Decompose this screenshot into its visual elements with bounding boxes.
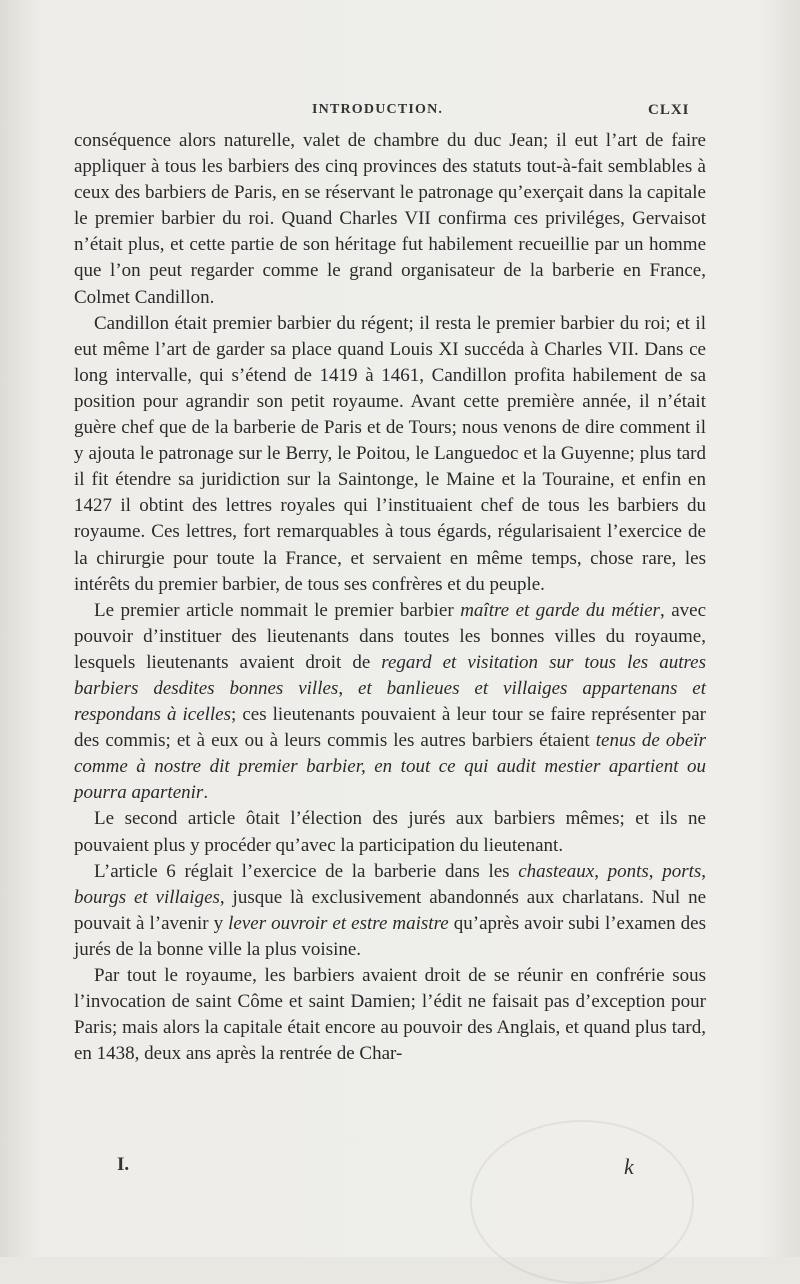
text-run: Le premier article nommait le premier barbier	[94, 599, 461, 621]
text-run: L’article 6 réglait l’exercice de la barberie dans les	[94, 860, 519, 882]
library-stamp	[470, 1120, 694, 1284]
text-run: qu’après avoir subi l’examen des jurés de la bonne ville la plus voisine.	[74, 912, 706, 960]
paragraph-4	[74, 806, 706, 858]
text-run: .	[203, 782, 209, 804]
page-footer	[0, 1154, 800, 1184]
text-run: conséquence alors naturelle, valet de chambre du duc Jean; il eut l’art de faire appliquer à tous les barbiers des cinq provinces des statuts tout-à-fait semblables à ceux des barbiers de Paris, en se réservant le patronage qu’exerçait dans la capitale le premier barbier du roi. Quand Charles VII confirma ces priviléges, Gervaisot n’était plus, et cette partie de son héritage fut habilement recueillie par un homme que l’on peut regarder comme le grand organisateur de la barberie en France, Colmet Candillon.	[74, 130, 706, 308]
sheet-mark: k	[624, 1154, 634, 1179]
page-header	[0, 100, 800, 128]
body-text	[74, 128, 706, 1067]
text-run: ,	[648, 860, 663, 882]
paragraph-1	[74, 128, 706, 311]
running-title: INTRODUCTION.	[312, 102, 444, 117]
page-number: CLXI	[648, 102, 690, 118]
signature-mark: I.	[117, 1154, 130, 1175]
text-run: Le second article ôtait l’élection des jurés aux barbiers mêmes; et ils ne pouvaient plus y procéder qu’avec la participation du lieutenant.	[74, 808, 706, 856]
text-run: , jusque là exclusivement abandonnés aux charlatans. Nul ne pouvait à l’avenir y	[74, 886, 707, 934]
paragraph-2	[74, 311, 706, 598]
italic-run: bourgs et villaiges	[74, 886, 220, 908]
text-run: ,	[701, 860, 707, 882]
italic-run: regard et visitation sur tous les autres barbiers desdites bonnes villes	[74, 651, 706, 699]
paragraph-3	[74, 598, 706, 807]
italic-run: et banlieues et villaiges appartenans et respondans à icelles	[74, 677, 706, 726]
text-run: Par tout le royaume, les barbiers avaient droit de se réunir en confrérie sous l’invocation de saint Côme et saint Damien; l’édit ne faisait pas d’exception pour Paris; mais alors la capitale était encore au pouvoir des Anglais, et quand plus tard, en 1438, deux ans après la rentrée de Char-	[74, 965, 706, 1065]
paragraph-6	[74, 963, 706, 1067]
text-run: ,	[594, 860, 608, 882]
italic-run: ponts	[607, 860, 649, 882]
text-run: ,	[338, 677, 359, 699]
paragraph-5	[74, 859, 706, 963]
italic-run: ports	[662, 860, 702, 882]
italic-run: lever ouvroir et estre maistre	[228, 912, 449, 934]
italic-run: tenus de obeïr comme à nostre dit premier barbier, en tout ce qui audit mestier apartient ou pourra apartenir	[74, 730, 706, 804]
text-run: , avec pouvoir d’instituer des lieutenants dans toutes les bonnes villes du royaume, lesquels lieutenants avaient droit de	[74, 599, 706, 673]
text-run: ; ces lieutenants pouvaient à leur tour se faire représenter par des commis; et à eux ou à leurs commis les autres barbiers étaient	[74, 704, 706, 752]
italic-run: chasteaux	[518, 860, 595, 882]
text-run: Candillon était premier barbier du régent; il resta le premier barbier du roi; et il eut même l’art de garder sa place quand Louis XI succéda à Charles VII. Dans ce long intervalle, qui s’étend de 1419 à 1461, Candillon profita habilement de sa position pour agrandir son petit royaume. Avant cette première année, il n’était guère chef que de la barberie de Paris et de Tours; nous venons de dire comment il y ajouta le patronage sur le Berry, le Poitou, le Languedoc et la Guyenne; plus tard il fit étendre sa juridiction sur la Saintonge, le Maine et la Touraine, et enfin en 1427 il obtint des lettres royales qui l’instituaient chef de tous les barbiers du royaume. Ces lettres, fort remarquables à tous égards, régularisaient l’exercice de la chirurgie pour toute la France, et servaient en même temps, chose rare, les intérêts du premier barbier, de tous ses confrères et du peuple.	[74, 312, 706, 595]
italic-run: maître et garde du métier	[460, 599, 660, 621]
